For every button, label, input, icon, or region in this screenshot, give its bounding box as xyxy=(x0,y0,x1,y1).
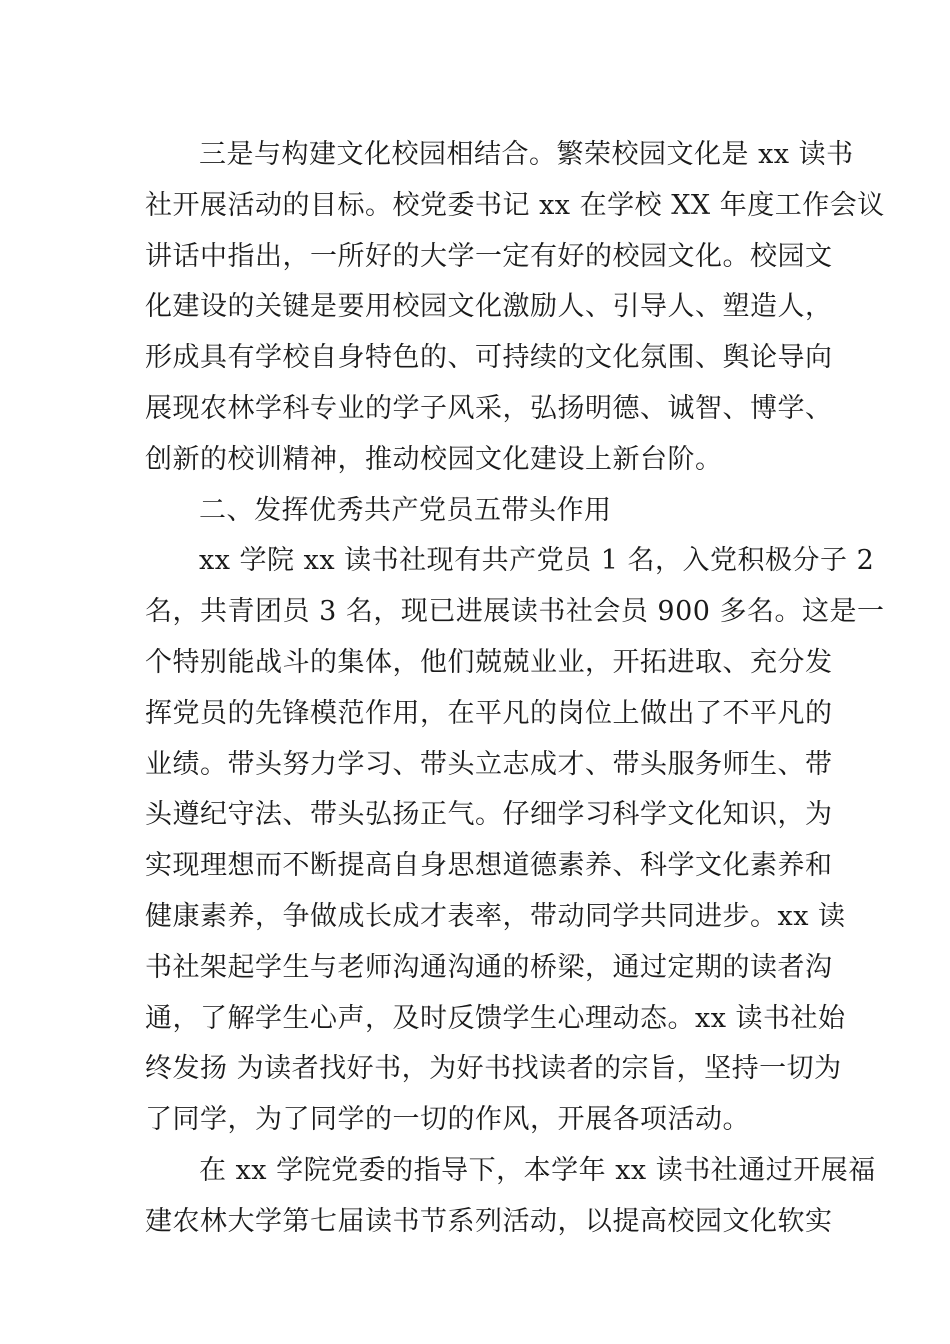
paragraph-line: 书社架起学生与老师沟通沟通的桥梁，通过定期的读者沟 xyxy=(145,951,833,983)
paragraph-line: 个特别能战斗的集体，他们兢兢业业，开拓进取、充分发 xyxy=(145,646,833,678)
paragraph-line: 挥党员的先锋模范作用，在平凡的岗位上做出了不平凡的 xyxy=(145,697,833,729)
paragraph-line: xx 学院 xx 读书社现有共产党员 1 名，入党积极分子 2 xyxy=(199,545,875,577)
paragraph-line: 创新的校训精神，推动校园文化建设上新台阶。 xyxy=(145,443,723,475)
paragraph-line: 形成具有学校自身特色的、可持续的文化氛围、舆论导向 xyxy=(145,342,833,374)
paragraph-line: 展现农林学科专业的学子风采，弘扬明德、诚智、博学、 xyxy=(145,392,833,424)
paragraph-line: 讲话中指出，一所好的大学一定有好的校园文化。校园文 xyxy=(145,240,833,272)
paragraph-line: 头遵纪守法、带头弘扬正气。仔细学习科学文化知识，为 xyxy=(145,799,833,831)
paragraph-line: 在 xx 学院党委的指导下，本学年 xx 读书社通过开展福 xyxy=(199,1154,876,1186)
paragraph-line: 终发扬 为读者找好书，为好书找读者的宗旨，坚持一切为 xyxy=(145,1053,842,1085)
paragraph-line: 健康素养，争做成长成才表率，带动同学共同进步。xx 读 xyxy=(145,900,846,932)
paragraph-line: 建农林大学第七届读书节系列活动，以提高校园文化软实 xyxy=(145,1205,833,1237)
paragraph-line: 通，了解学生心声，及时反馈学生心理动态。xx 读书社始 xyxy=(145,1002,846,1034)
paragraph-line: 名，共青团员 3 名，现已进展读书社会员 900 多名。这是一 xyxy=(145,596,885,628)
paragraph-line: 实现理想而不断提高自身思想道德素养、科学文化素养和 xyxy=(145,850,833,882)
paragraph-line: 业绩。带头努力学习、带头立志成才、带头服务师生、带 xyxy=(145,748,833,780)
paragraph-line: 三是与构建文化校园相结合。繁荣校园文化是 xx 读书 xyxy=(199,139,854,170)
document-body xyxy=(145,130,885,1248)
paragraph-line: 化建设的关键是要用校园文化激励人、引导人、塑造人， xyxy=(145,291,833,323)
paragraph-line: 社开展活动的目标。校党委书记 xx 在学校 XX 年度工作会议 xyxy=(145,189,885,221)
section-heading: 二、发挥优秀共产党员五带头作用 xyxy=(199,494,612,526)
paragraph-line: 了同学，为了同学的一切的作风，开展各项活动。 xyxy=(145,1104,750,1136)
